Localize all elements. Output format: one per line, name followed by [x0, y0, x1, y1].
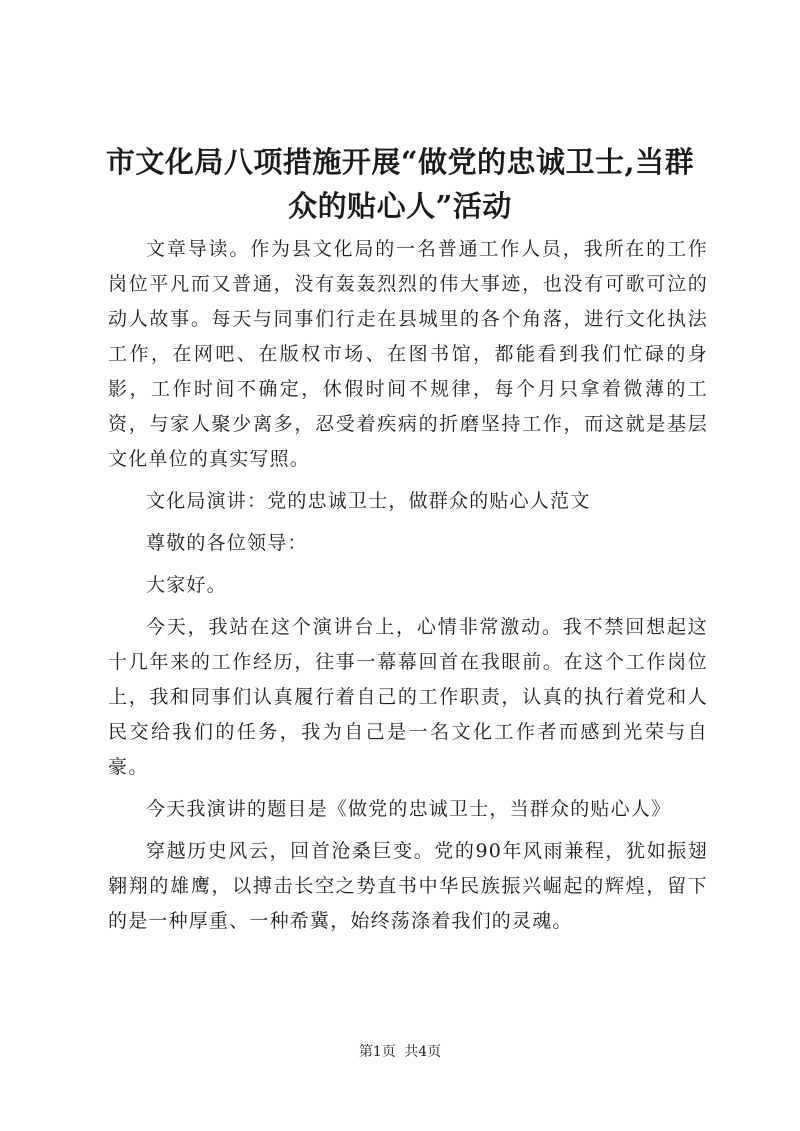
document-title: 市文化局八项措施开展“做党的忠诚卫士,当群众的贴心人”活动 [105, 145, 695, 223]
page-total: 共4页 [404, 1044, 442, 1060]
paragraph-topic: 今天我演讲的题目是《做党的忠诚卫士，当群众的贴心人》 [146, 798, 672, 820]
paragraph-subtitle: 文化局演讲：党的忠诚卫士，做群众的贴心人范文 [146, 490, 591, 512]
paragraph-body-2: 穿越历史风云，回首沧桑巨变。党的90年风雨兼程，犹如振翅翱翔的雄鹰，以搏击长空之势直书中华民族振兴崛起的辉煌，留下的是一种厚重、一种希冀，始终荡涤着我们的灵魂。 [108, 840, 708, 932]
paragraph-body-1: 今天，我站在这个演讲台上，心情非常激动。我不禁回想起这十几年来的工作经历，往事一幕幕回首在我眼前。在这个工作岗位上，我和同事们认真履行着自己的工作职责，认真的执行着党和人民交给我们的任务，我为自己是一名文化工作者而感到光荣与自豪。 [108, 616, 708, 778]
page-number: 第1页 [358, 1044, 396, 1060]
paragraph-salutation: 尊敬的各位领导： [146, 532, 308, 554]
paragraph-intro: 文章导读。作为县文化局的一名普通工作人员，我所在的工作岗位平凡而又普通，没有轰轰烈烈的伟大事迹，也没有可歌可泣的动人故事。每天与同事们行走在县城里的各个角落，进行文化执法工作，在网吧、在版权市场、在图书馆，都能看到我们忙碌的身影，工作时间不确定，休假时间不规律，每个月只拿着微薄的工资，与家人聚少离多，忍受着疾病的折磨坚持工作，而这就是基层文化单位的真实写照。 [108, 238, 708, 470]
document-body [108, 232, 708, 946]
page-footer [0, 1042, 800, 1062]
paragraph-greeting: 大家好。 [146, 574, 227, 596]
